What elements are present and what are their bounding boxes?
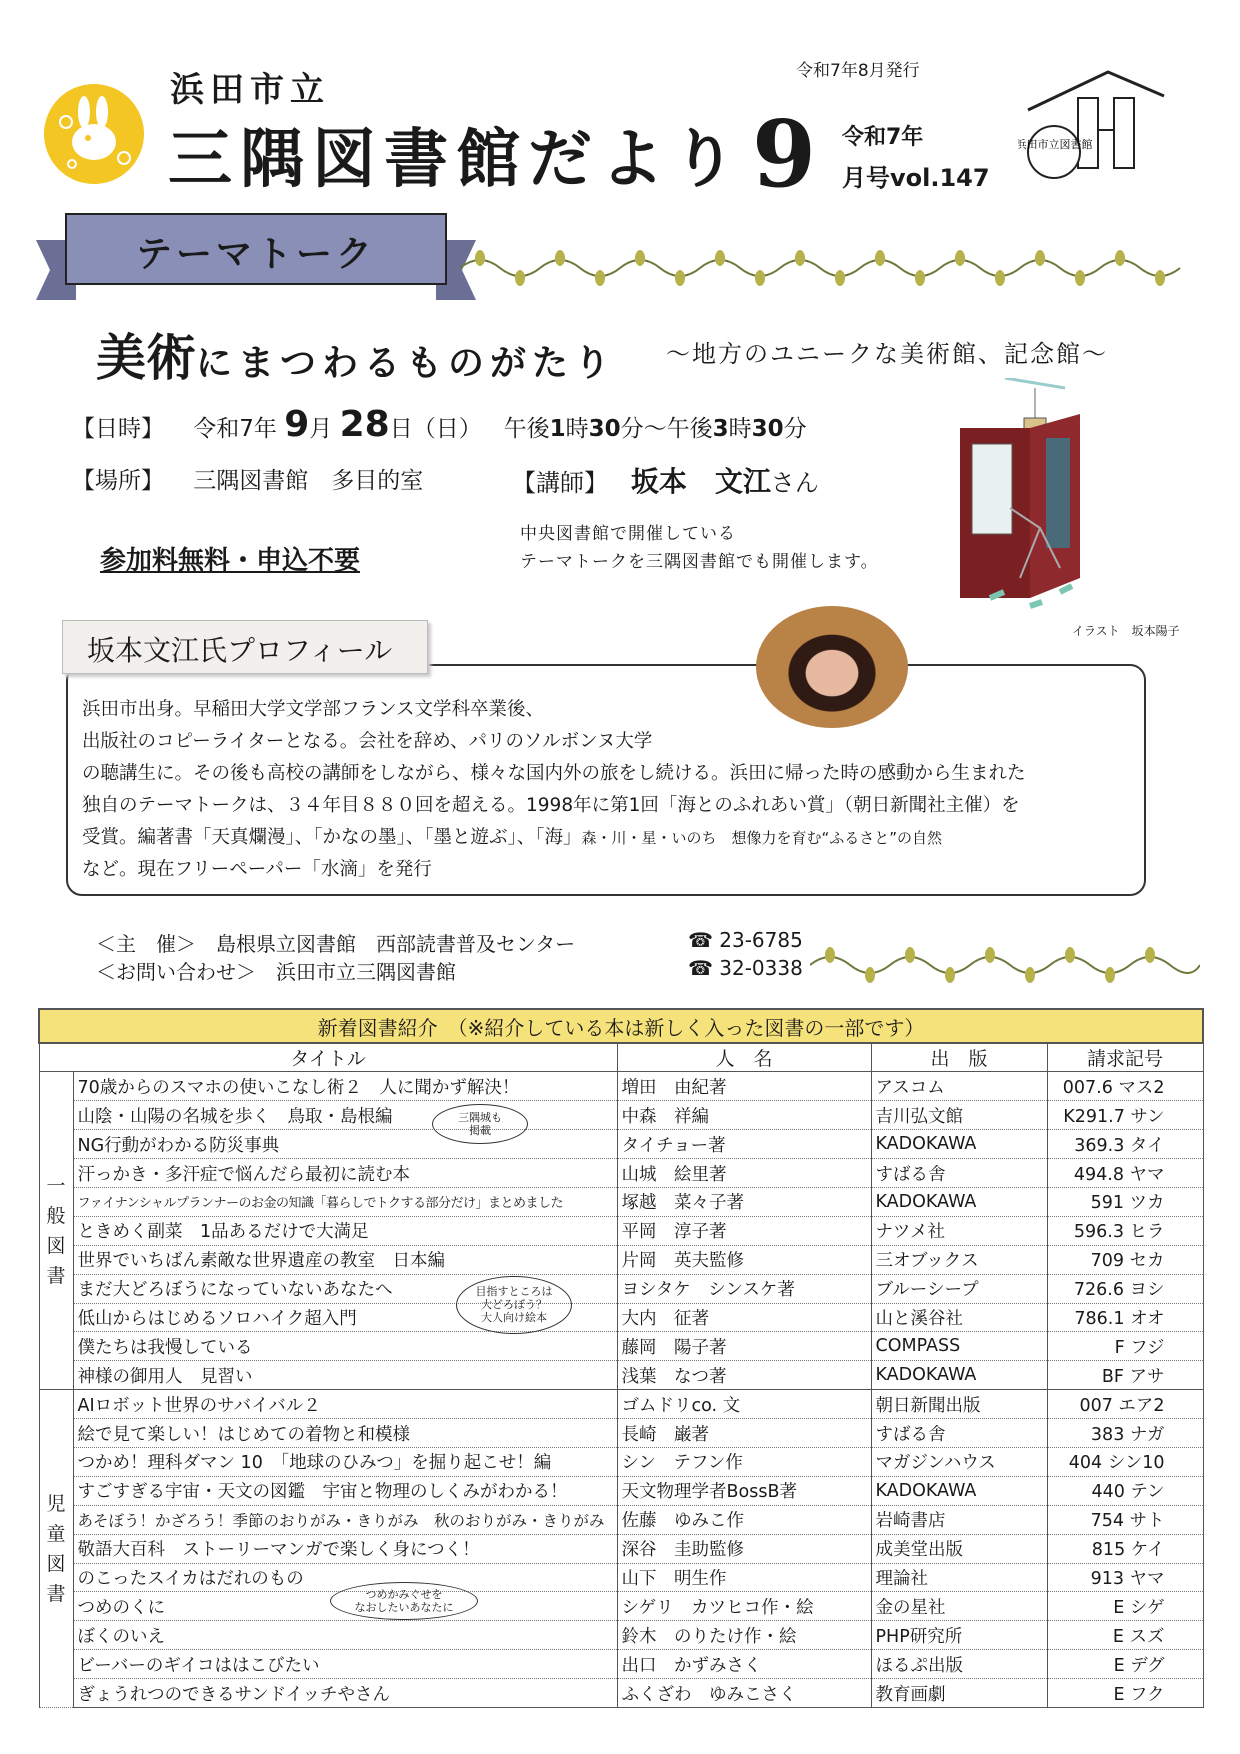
theme-heading: [96, 318, 616, 390]
book-author: タイチョー著: [617, 1130, 871, 1159]
column-header-title: タイトル: [39, 1043, 617, 1072]
table-row: [39, 1390, 1203, 1419]
event-place: [72, 462, 423, 495]
book-publisher: 教育画劇: [871, 1679, 1047, 1708]
table-row: [39, 1216, 1203, 1245]
lecturer-label: 【講師】: [512, 469, 608, 497]
bubble-line: なおしたいあなたに: [354, 1601, 454, 1614]
table-row: [39, 1592, 1203, 1621]
book-title: NG行動がわかる防災事典: [73, 1130, 617, 1159]
book-title: 神様の御用人 見習い: [73, 1361, 617, 1390]
book-publisher: KADOKAWA: [871, 1187, 1047, 1216]
bubble-line: 大どろぼう？: [481, 1298, 547, 1311]
time-part: 時: [565, 416, 589, 442]
book-publisher: KADOKAWA: [871, 1476, 1047, 1505]
book-author: シゲリ カツヒコ作・絵: [617, 1592, 871, 1621]
table-row: [39, 1505, 1203, 1534]
comment-bubble: [432, 1104, 528, 1144]
book-publisher: KADOKAWA: [871, 1361, 1047, 1390]
book-title: ぎょうれつのできるサンドイッチやさん: [73, 1679, 617, 1708]
book-title: ビーバーのギイコははこびたい: [73, 1650, 617, 1679]
book-publisher: 理論社: [871, 1563, 1047, 1592]
profile-line: 出版社のコピーライターとなる。会社を辞め、パリのソルボンヌ大学: [82, 731, 653, 752]
book-author: 大内 征著: [617, 1303, 871, 1332]
book-call-number: 786.1 オオ: [1047, 1303, 1203, 1332]
bubble-line: 三隅城も: [458, 1111, 502, 1124]
book-author: ゴムドリco. 文: [617, 1390, 871, 1419]
issue-era: 令和7年: [842, 125, 924, 150]
book-publisher: 三オブックス: [871, 1245, 1047, 1274]
book-publisher: 成美堂出版: [871, 1534, 1047, 1563]
book-author: 佐藤 ゆみこ作: [617, 1505, 871, 1534]
bubble-line: 目指すところは: [475, 1285, 553, 1298]
book-call-number: 596.3 ヒラ: [1047, 1216, 1203, 1245]
book-publisher: PHP研究所: [871, 1621, 1047, 1650]
lecturer-name: 坂本 文江: [630, 465, 771, 498]
book-author: 中森 祥編: [617, 1101, 871, 1130]
table-row: [39, 1072, 1203, 1101]
book-title: AIロボット世界のサバイバル２: [73, 1390, 617, 1419]
book-author: シン テフン作: [617, 1447, 871, 1476]
issue-date: 令和7年8月発行: [796, 61, 920, 81]
theme-heading-rest: にまつわるものがたり: [196, 342, 617, 384]
profile-line: 浜田市出身。早稲田大学文学部フランス文学科卒業後、: [82, 699, 544, 720]
note-line: テーマトークを三隅図書館でも開催します。: [520, 552, 879, 572]
book-call-number: 754 サト: [1047, 1505, 1203, 1534]
book-title: すごすぎる宇宙・天文の図鑑 宇宙と物理のしくみがわかる！: [73, 1476, 617, 1505]
table-row: [39, 1621, 1203, 1650]
book-call-number: E シゲ: [1047, 1592, 1203, 1621]
book-call-number: 007.6 マス2: [1047, 1072, 1203, 1101]
book-title: あそぼう！かざろう！季節のおりがみ・きりがみ 秋のおりがみ・きりがみ: [73, 1505, 617, 1534]
book-title: まだ大どろぼうになっていないあなたへ: [73, 1274, 617, 1303]
book-author: 塚越 菜々子著: [617, 1187, 871, 1216]
table-row: [39, 1679, 1203, 1708]
book-call-number: E デグ: [1047, 1650, 1203, 1679]
book-author: 片岡 英夫監修: [617, 1245, 871, 1274]
event-note: [520, 520, 879, 576]
theme-heading-big: 美術: [96, 328, 196, 387]
profile-text: [82, 694, 1142, 886]
book-publisher: ブルーシープ: [871, 1274, 1047, 1303]
organizer-phone: ☎ 23-6785: [688, 928, 803, 952]
comment-bubble: [330, 1582, 478, 1620]
profile-line: 独自のテーマトークは、３４年目８８０回を超える。1998年に第1回「海とのふれあい賞」（朝日新聞社主催）を: [82, 795, 1020, 816]
rabbit-icon: [44, 84, 144, 184]
lecturer-suffix: さん: [770, 469, 819, 497]
book-call-number: 383 ナガ: [1047, 1419, 1203, 1448]
vine-decoration: [460, 248, 1200, 288]
time-part: 30: [751, 416, 784, 442]
date-label: 【日時】: [72, 416, 164, 442]
theme-subheading: ～地方のユニークな美術館、記念館～: [666, 340, 1108, 368]
table-row: [39, 1245, 1203, 1274]
book-publisher: 朝日新聞出版: [871, 1390, 1047, 1419]
column-header-call: 請求記号: [1047, 1043, 1203, 1072]
book-publisher: すばる舎: [871, 1419, 1047, 1448]
profile-line: の聴講生に。その後も高校の講師をしながら、様々な国内外の旅をし続ける。浜田に帰った時の感動から生まれた: [82, 763, 1026, 784]
library-house-illustration: [1018, 70, 1168, 194]
book-title: 敬語大百科 ストーリーマンガで楽しく身につく！: [73, 1534, 617, 1563]
time-part: 分: [783, 416, 807, 442]
book-call-number: BF アサ: [1047, 1361, 1203, 1390]
profile-line-part: 森・川・星・いのち 想像力を育む“ふるさと”の自然: [581, 829, 943, 847]
book-author: 天文物理学者BossB著: [617, 1476, 871, 1505]
book-title: ファイナンシャルプランナーのお金の知識「暮らしでトクする部分だけ」まとめました: [73, 1187, 617, 1216]
children-books: [39, 1390, 1203, 1708]
city-name: 浜田市立: [170, 70, 330, 110]
bubble-line: 大人向け絵本: [481, 1311, 547, 1324]
book-call-number: 591 ツカ: [1047, 1187, 1203, 1216]
inquiry-phone: ☎ 32-0338: [688, 956, 803, 980]
comment-bubble: [456, 1276, 572, 1334]
date-day: 28: [339, 404, 390, 445]
book-publisher: アスコム: [871, 1072, 1047, 1101]
book-title: 僕たちは我慢している: [73, 1332, 617, 1361]
book-call-number: 404 シン10: [1047, 1447, 1203, 1476]
book-author: 平岡 淳子著: [617, 1216, 871, 1245]
table-row: [39, 1187, 1203, 1216]
book-call-number: 440 テン: [1047, 1476, 1203, 1505]
event-lecturer: [512, 460, 819, 500]
time-part: 1: [549, 416, 566, 442]
table-caption: 新着図書紹介 （※紹介している本は新しく入った図書の一部です）: [39, 1009, 1203, 1043]
place-value: 三隅図書館 多目的室: [193, 468, 424, 494]
table-row: [39, 1563, 1203, 1592]
table-row: [39, 1534, 1203, 1563]
newsletter-title: 三隅図書館だより: [168, 123, 744, 197]
book-publisher: 金の星社: [871, 1592, 1047, 1621]
book-author: 増田 由紀著: [617, 1072, 871, 1101]
table-row: [39, 1476, 1203, 1505]
inquiry: ＜お問い合わせ＞ 浜田市立三隅図書館: [96, 960, 456, 984]
book-title: 汗っかき・多汗症で悩んだら最初に読む本: [73, 1159, 617, 1188]
book-publisher: 吉川弘文館: [871, 1101, 1047, 1130]
book-author: ヨシタケ シンスケ著: [617, 1274, 871, 1303]
column-header-person: 人 名: [617, 1043, 871, 1072]
table-row: [39, 1101, 1203, 1130]
book-call-number: 007 エア2: [1047, 1390, 1203, 1419]
issue-volume: 月号vol.147: [842, 164, 990, 192]
profile-tab: 坂本文江氏プロフィール: [62, 620, 428, 674]
book-title: ときめく副菜 1品あるだけで大満足: [73, 1216, 617, 1245]
book-author: 藤岡 陽子著: [617, 1332, 871, 1361]
house-sign: 浜田市立図書館: [1018, 138, 1093, 151]
book-publisher: すばる舎: [871, 1159, 1047, 1188]
table-row: [39, 1361, 1203, 1390]
table-row: [39, 1274, 1203, 1303]
vine-decoration: [810, 945, 1200, 985]
book-publisher: 山と溪谷社: [871, 1303, 1047, 1332]
book-publisher: マガジンハウス: [871, 1447, 1047, 1476]
illustration-credit: イラスト 坂本陽子: [1072, 624, 1180, 638]
table-row: [39, 1332, 1203, 1361]
book-title: 世界でいちばん素敵な世界遺産の教室 日本編: [73, 1245, 617, 1274]
book-call-number: K291.7 サン: [1047, 1101, 1203, 1130]
theme-label: テーマトーク: [136, 234, 377, 275]
note-line: 中央図書館で開催している: [520, 524, 736, 544]
table-row: [39, 1447, 1203, 1476]
organizer: ＜主 催＞ 島根県立図書館 西部読書普及センター: [96, 932, 576, 956]
door-illustration: [950, 378, 1100, 624]
fee-notice: 参加料無料・申込不要: [100, 546, 361, 576]
general-books: [39, 1072, 1203, 1390]
bubble-line: 掲載: [469, 1124, 491, 1137]
book-title: 低山からはじめるソロハイク超入門: [73, 1303, 617, 1332]
book-call-number: 494.8 ヤマ: [1047, 1159, 1203, 1188]
book-title: つかめ！理科ダマン 10 「地球のひみつ」を掘り起こせ！編: [73, 1447, 617, 1476]
book-author: 鈴木 のりたけ作・絵: [617, 1621, 871, 1650]
book-publisher: COMPASS: [871, 1332, 1047, 1361]
time-part: 30: [588, 416, 621, 442]
book-author: 山下 明生作: [617, 1563, 871, 1592]
profile-line: など。現在フリーペーパー「水滴」を発行: [82, 859, 432, 880]
profile-line-part: 受賞。編著書「天真爛漫」、「かなの墨」、「墨と遊ぶ」、「海」: [82, 827, 582, 848]
book-author: 長崎 巌著: [617, 1419, 871, 1448]
bubble-line: つめかみぐせを: [365, 1588, 443, 1601]
book-author: 出口 かずみさく: [617, 1650, 871, 1679]
book-call-number: 726.6 ヨシ: [1047, 1274, 1203, 1303]
place-label: 【場所】: [72, 468, 164, 494]
book-author: ふくざわ ゆみこさく: [617, 1679, 871, 1708]
time-part: 午後: [503, 416, 550, 442]
book-title: ぼくのいえ: [73, 1621, 617, 1650]
profile-line: [82, 822, 1142, 854]
book-call-number: E フク: [1047, 1679, 1203, 1708]
book-author: 浅葉 なつ著: [617, 1361, 871, 1390]
date-day-unit: 日（日）: [389, 416, 482, 442]
book-call-number: 369.3 タイ: [1047, 1130, 1203, 1159]
date-month: 9: [284, 404, 310, 445]
book-publisher: ナツメ社: [871, 1216, 1047, 1245]
book-call-number: 815 ケイ: [1047, 1534, 1203, 1563]
book-title: 山陰・山陽の名城を歩く 鳥取・島根編: [73, 1101, 617, 1130]
book-call-number: E スズ: [1047, 1621, 1203, 1650]
date-era: 令和7年: [193, 416, 277, 442]
book-title: のこったスイカはだれのもの: [73, 1563, 617, 1592]
book-title: 絵で見て楽しい！はじめての着物と和模様: [73, 1419, 617, 1448]
book-call-number: 709 セカ: [1047, 1245, 1203, 1274]
event-date: [72, 404, 807, 445]
book-title: 70歳からのスマホの使いこなし術２ 人に聞かず解決！: [73, 1072, 617, 1101]
time-part: 3: [712, 416, 729, 442]
book-title: つめのくに: [73, 1592, 617, 1621]
table-row: [39, 1130, 1203, 1159]
issue-month: 9: [752, 100, 817, 208]
new-books-table: [38, 1008, 1204, 1708]
date-month-unit: 月: [309, 416, 333, 442]
table-row: [39, 1159, 1203, 1188]
column-header-publisher: 出 版: [871, 1043, 1047, 1072]
library-logo: [44, 84, 144, 184]
book-call-number: F フジ: [1047, 1332, 1203, 1361]
book-publisher: KADOKAWA: [871, 1130, 1047, 1159]
table-row: [39, 1650, 1203, 1679]
category-label: 児童図書: [39, 1390, 73, 1708]
book-publisher: ほるぷ出版: [871, 1650, 1047, 1679]
table-row: [39, 1419, 1203, 1448]
category-label: 一般図書: [39, 1072, 73, 1390]
book-author: 山城 絵里著: [617, 1159, 871, 1188]
time-part: 分～午後: [620, 416, 713, 442]
book-call-number: 913 ヤマ: [1047, 1563, 1203, 1592]
table-row: [39, 1303, 1203, 1332]
book-publisher: 岩崎書店: [871, 1505, 1047, 1534]
book-author: 深谷 圭助監修: [617, 1534, 871, 1563]
time-part: 時: [728, 416, 752, 442]
